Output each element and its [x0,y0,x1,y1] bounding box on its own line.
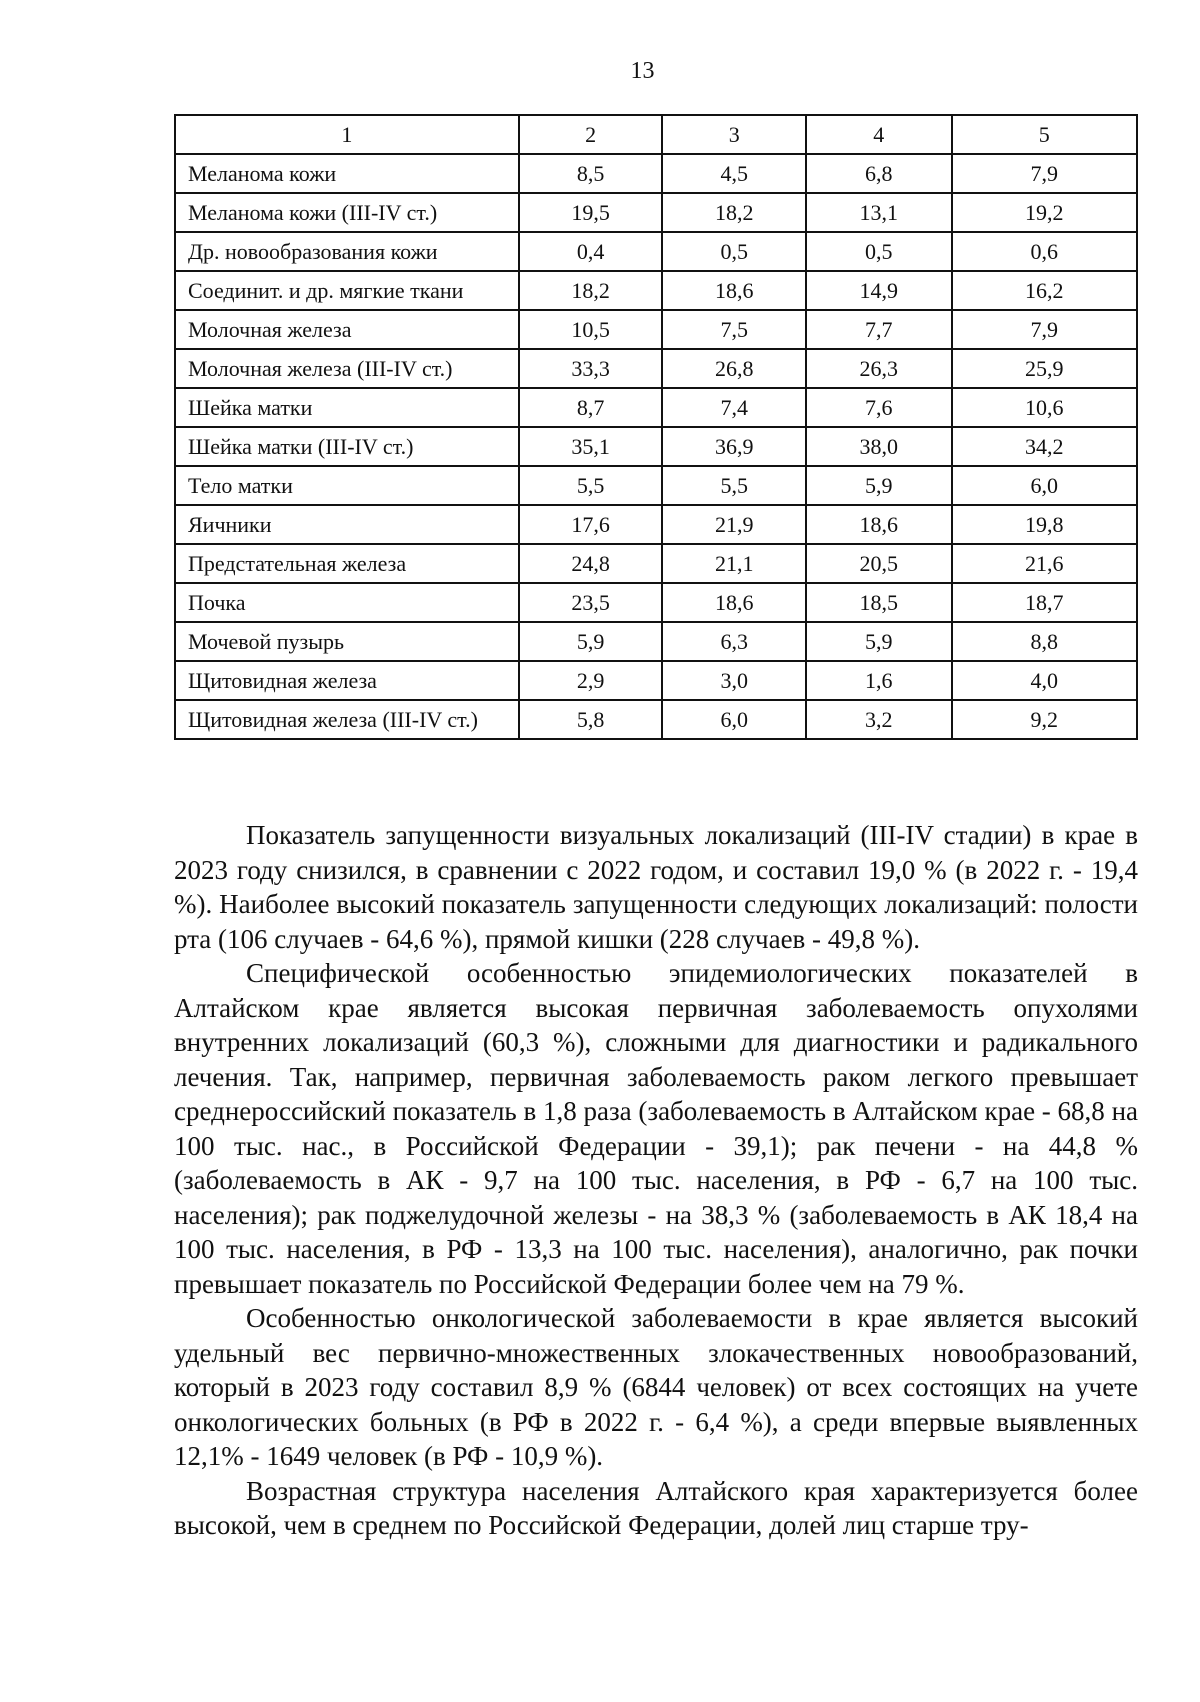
table-cell: 38,0 [806,427,952,466]
table-cell: 36,9 [662,427,806,466]
table-cell: 10,5 [519,310,663,349]
table-cell: 19,2 [952,193,1137,232]
row-label: Соединит. и др. мягкие ткани [175,271,519,310]
paragraph: Возрастная структура населения Алтайского края характеризуется более высокой, чем в среднем по Российской Федерации, долей лиц старше тру- [174,1475,1138,1540]
table-row [175,154,1137,193]
table-cell: 20,5 [806,544,952,583]
table-row [175,661,1137,700]
table-cell: 5,9 [519,622,663,661]
table-row [175,505,1137,544]
row-label: Меланома кожи [175,154,519,193]
table-cell: 0,5 [806,232,952,271]
table-row [175,310,1137,349]
table-cell: 26,8 [662,349,806,388]
table-cell: 7,9 [952,310,1137,349]
table-cell: 18,6 [806,505,952,544]
table-cell: 18,7 [952,583,1137,622]
table-cell: 7,7 [806,310,952,349]
table-row [175,700,1137,739]
table-cell: 4,5 [662,154,806,193]
table-cell: 34,2 [952,427,1137,466]
table-cell: 3,2 [806,700,952,739]
table-row [175,622,1137,661]
table-cell: 21,1 [662,544,806,583]
table-cell: 4,0 [952,661,1137,700]
table-cell: 14,9 [806,271,952,310]
table-cell: 1,6 [806,661,952,700]
table-cell: 7,5 [662,310,806,349]
table-cell: 0,4 [519,232,663,271]
row-label: Др. новообразования кожи [175,232,519,271]
table-cell: 13,1 [806,193,952,232]
table-cell: 7,6 [806,388,952,427]
table-cell: 19,5 [519,193,663,232]
table-row [175,427,1137,466]
incidence-table [174,114,1138,740]
row-label: Тело матки [175,466,519,505]
table-row [175,271,1137,310]
paragraph: Показатель запущенности визуальных локализаций (III-IV стадии) в крае в 2023 году снизился, в сравнении с 2022 годом, и составил 19,0 % (в 2022 г. - 19,4 %). Наиболее высокий показатель запущенности следующих локализаций: полости рта (106 случаев - 64,6 %), прямой кишки (228 случаев - 49,8 %). [174,820,1138,954]
table-cell: 5,5 [519,466,663,505]
table-cell: 24,8 [519,544,663,583]
table-cell: 6,0 [952,466,1137,505]
row-label: Почка [175,583,519,622]
table-cell: 5,8 [519,700,663,739]
row-label: Молочная железа [175,310,519,349]
row-label: Щитовидная железа [175,661,519,700]
table-row [175,544,1137,583]
table-cell: 3,0 [662,661,806,700]
column-header: 4 [806,115,952,154]
table-cell: 25,9 [952,349,1137,388]
table-row [175,466,1137,505]
table-cell: 18,6 [662,271,806,310]
table-body [175,154,1137,739]
table-cell: 9,2 [952,700,1137,739]
column-header: 1 [175,115,519,154]
table-cell: 8,7 [519,388,663,427]
table-cell: 33,3 [519,349,663,388]
table-row [175,193,1137,232]
row-label: Молочная железа (III-IV ст.) [175,349,519,388]
row-label: Шейка матки [175,388,519,427]
page-number: 13 [630,58,655,84]
table-row [175,349,1137,388]
table-cell: 18,5 [806,583,952,622]
table-cell: 6,8 [806,154,952,193]
column-header: 3 [662,115,806,154]
table-cell: 5,5 [662,466,806,505]
table-row [175,388,1137,427]
column-header: 5 [952,115,1137,154]
table-cell: 6,3 [662,622,806,661]
table-cell: 0,5 [662,232,806,271]
table-cell: 21,9 [662,505,806,544]
row-label: Яичники [175,505,519,544]
body-text [174,818,1138,1543]
table-cell: 7,4 [662,388,806,427]
table-cell: 2,9 [519,661,663,700]
table-row [175,583,1137,622]
table-cell: 21,6 [952,544,1137,583]
row-label: Предстательная железа [175,544,519,583]
table-cell: 6,0 [662,700,806,739]
table-cell: 26,3 [806,349,952,388]
table-cell: 0,6 [952,232,1137,271]
column-header: 2 [519,115,663,154]
table-row [175,232,1137,271]
table-cell: 19,8 [952,505,1137,544]
row-label: Щитовидная железа (III-IV ст.) [175,700,519,739]
table-cell: 17,6 [519,505,663,544]
table-header-row [175,115,1137,154]
table-cell: 7,9 [952,154,1137,193]
table-cell: 8,8 [952,622,1137,661]
row-label: Мочевой пузырь [175,622,519,661]
table-cell: 16,2 [952,271,1137,310]
row-label: Шейка матки (III-IV ст.) [175,427,519,466]
table-cell: 35,1 [519,427,663,466]
table-cell: 8,5 [519,154,663,193]
table-cell: 23,5 [519,583,663,622]
table-cell: 18,2 [662,193,806,232]
table-cell: 18,2 [519,271,663,310]
table-cell: 5,9 [806,466,952,505]
paragraph: Особенностью онкологической заболеваемости в крае является высокий удельный вес первично-множественных злокачественных новообразований, который в 2023 году составил 8,9 % (6844 человек) от всех состоящих на учете онкологических больных (в РФ в 2022 г. - 6,4 %), а среди впервые выявленных 12,1% - 1649 человек (в РФ - 10,9 %). [174,1303,1138,1471]
table-cell: 18,6 [662,583,806,622]
table-cell: 5,9 [806,622,952,661]
paragraph: Специфической особенностью эпидемиологических показателей в Алтайском крае является высокая первичная заболеваемость опухолями внутренних локализаций (60,3 %), сложными для диагностики и радикального лечения. Так, например, первичная заболеваемость раком легкого превышает среднероссийский показатель в 1,8 раза (заболеваемость в Алтайском крае - 68,8 на 100 тыс. нас., в Российской Федерации - 39,1); рак печени - на 44,8 % (заболеваемость в АК - 9,7 на 100 тыс. населения, в РФ - 6,7 на 100 тыс. населения); рак поджелудочной железы - на 38,3 % (заболеваемость в АК 18,4 на 100 тыс. населения, в РФ - 13,3 на 100 тыс. населения), аналогично, рак почки превышает показатель по Российской Федерации более чем на 79 %. [174,958,1138,1299]
row-label: Меланома кожи (III-IV ст.) [175,193,519,232]
table-cell: 10,6 [952,388,1137,427]
